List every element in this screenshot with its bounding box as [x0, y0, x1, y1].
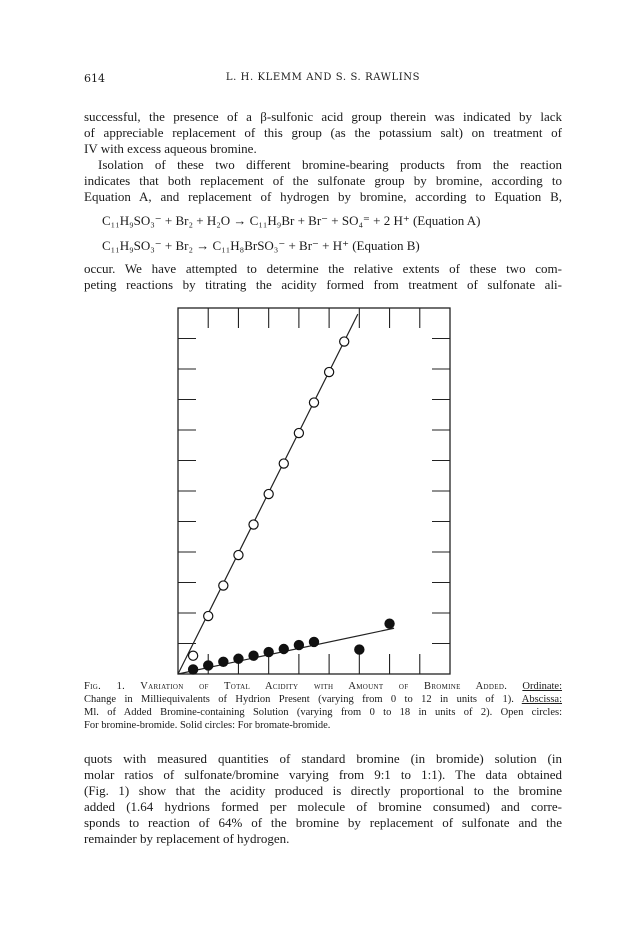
page-number: 614 [84, 72, 105, 85]
text-line: added (1.64 hydrions formed per molecule of bromine consumed) and corre- [84, 799, 562, 814]
data-point-solid-circle [234, 654, 243, 663]
text-line: IV with excess aqueous bromine. [84, 141, 257, 156]
text-line: of appreciable replacement of this group (as the potassium salt) on treatment of [84, 125, 562, 140]
ordinate-label: Ordinate: [522, 681, 563, 692]
data-point-solid-circle [294, 640, 303, 649]
data-point-open-circle [340, 337, 349, 346]
data-point-open-circle [189, 651, 198, 660]
fig-title: Variation of Total Acidity with Amount of Bromine Added. [140, 681, 508, 692]
text-line: molar ratios of sulfonate/bromine varying from 9:1 to 1:1). The data obtained [84, 767, 562, 782]
data-point-solid-circle [279, 644, 288, 653]
data-point-solid-circle [355, 645, 364, 654]
open-circles-label: Open circles: [500, 707, 562, 718]
text-line: occur. We have attempted to determine the relative extents of these two com- [84, 261, 562, 276]
data-point-open-circle [234, 550, 243, 559]
text-line: successful, the presence of a β-sulfonic acid group therein was indicated by lack [84, 109, 562, 124]
data-point-open-circle [219, 581, 228, 590]
figure-caption [84, 680, 562, 732]
data-point-solid-circle [385, 619, 394, 628]
paragraph-3 [84, 261, 562, 293]
text-line: (Fig. 1) show that the acidity produced is directly proportional to the bromine [84, 783, 562, 798]
data-point-solid-circle [264, 647, 273, 656]
plot-frame [178, 308, 450, 674]
equation-a: C₁₁H₉SO₃⁻ + Br₂ + H₂O → C₁₁H₉Br + Br⁻ + SO₄⁼ + 2 H⁺ (Equation A) [102, 213, 481, 228]
data-point-solid-circle [219, 657, 228, 666]
data-point-open-circle [279, 459, 288, 468]
caption-line [84, 680, 562, 693]
abscissa-text: Ml. of Added Bromine-containing Solution (varying from 0 to 18 in units of 2). [84, 707, 493, 718]
abscissa-label: Abscissa: [521, 694, 563, 705]
acidity-chart [170, 304, 460, 684]
caption-line: For bromine-bromide. Solid circles: For bromate-bromide. [84, 720, 331, 731]
data-point-open-circle [294, 428, 303, 437]
data-point-open-circle [264, 489, 273, 498]
data-point-solid-circle [204, 661, 213, 670]
fig-label: Fig. 1. [84, 681, 126, 692]
caption-line [84, 693, 562, 706]
data-point-solid-circle [249, 651, 258, 660]
text-line: indicates that both replacement of the sulfonate group by bromine, according to [84, 173, 562, 188]
text-line: sponds to reaction of 64% of the bromine by replacement of sulfonate and the [84, 815, 562, 830]
text-line: peting reactions by titrating the acidity formed from treatment of sulfonate ali- [84, 277, 562, 292]
equation-b: C₁₁H₉SO₃⁻ + Br₂ → C₁₁H₈BrSO₃⁻ + Br⁻ + H⁺ (Equation B) [102, 238, 420, 253]
data-point-open-circle [249, 520, 258, 529]
paragraph-4 [84, 751, 562, 847]
text-line: Isolation of these two different bromine-bearing products from the reaction [98, 157, 562, 172]
figure-1 [170, 304, 460, 684]
data-point-open-circle [309, 398, 318, 407]
paragraph-1 [84, 109, 562, 205]
caption-line [84, 706, 562, 719]
data-point-solid-circle [309, 637, 318, 646]
running-head: L. H. KLEMM AND S. S. RAWLINS [225, 72, 421, 83]
text-line: Equation A, and replacement of hydrogen by bromine, according to Equation B, [84, 189, 562, 204]
ordinate-text: Change in Milliequivalents of Hydrion Present (varying from 0 to 12 in units of 1). [84, 694, 514, 705]
data-point-open-circle [204, 611, 213, 620]
running-header [84, 72, 562, 88]
data-point-open-circle [325, 367, 334, 376]
text-line: remainder by replacement of hydrogen. [84, 831, 290, 846]
text-line: quots with measured quantities of standard bromine (in bromide) solution (in [84, 751, 562, 766]
data-point-solid-circle [189, 665, 198, 674]
